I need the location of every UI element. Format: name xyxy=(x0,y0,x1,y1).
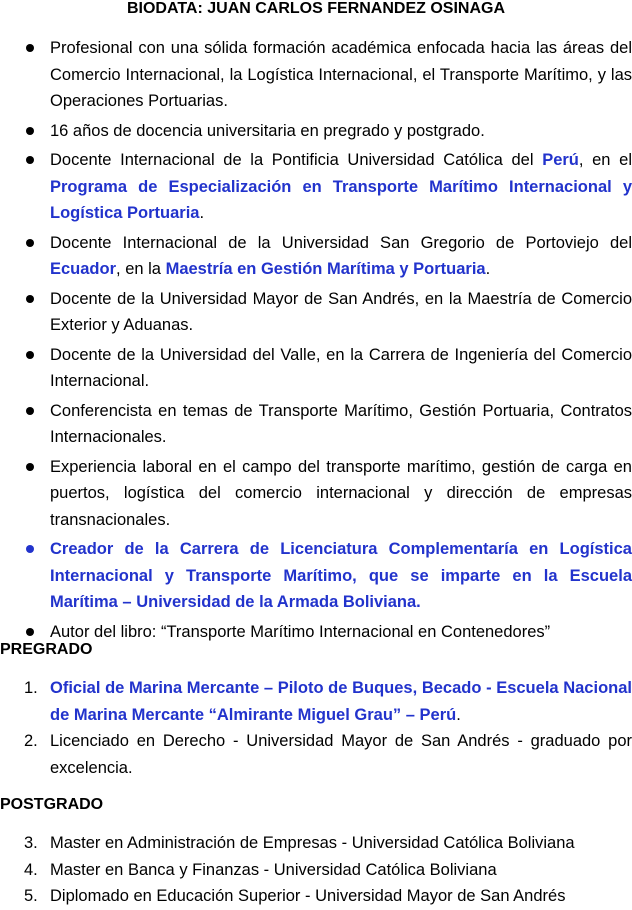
bullet-icon xyxy=(26,463,34,471)
list-item xyxy=(0,857,632,884)
bullet-icon xyxy=(26,628,34,636)
program-highlight: Maestría en Gestión Marítima y Portuaria xyxy=(165,260,486,278)
bullet-text: Conferencista en temas de Transporte Marítimo, Gestión Portuaria, Contratos Internacionales. xyxy=(50,401,632,446)
bullet-icon xyxy=(26,44,34,52)
list-item xyxy=(0,147,632,227)
list-item xyxy=(0,454,632,534)
bullet-icon xyxy=(26,127,34,135)
program-highlight: Programa de Especialización en Transporte Marítimo Internacional y Logística Portuaria xyxy=(50,177,632,222)
list-item xyxy=(0,35,632,115)
item-text: Licenciado en Derecho - Universidad Mayor de San Andrés - graduado por excelencia. xyxy=(50,732,632,777)
item-text: Master en Banca y Finanzas - Universidad Católica Boliviana xyxy=(50,860,497,879)
list-item-highlight xyxy=(0,536,632,616)
list-item xyxy=(0,286,632,339)
item-text: Master en Administración de Empresas - Universidad Católica Boliviana xyxy=(50,834,575,852)
item-text-end: . xyxy=(456,705,461,724)
item-number: 1. xyxy=(24,679,38,697)
item-number: 4. xyxy=(24,860,38,879)
bullet-icon xyxy=(26,156,34,164)
postgrado-heading: POSTGRADO xyxy=(0,796,104,813)
list-item xyxy=(0,342,632,395)
item-number: 2. xyxy=(24,732,38,750)
bullet-text: Docente de la Universidad Mayor de San Andrés, en la Maestría de Comercio Exterior y Aduanas. xyxy=(50,289,632,334)
bullet-icon xyxy=(26,351,34,359)
bullet-icon xyxy=(26,545,34,553)
list-item xyxy=(0,675,632,728)
bullet-icon xyxy=(26,295,34,303)
item-number: 5. xyxy=(24,887,38,905)
bullet-text: , en la xyxy=(116,260,166,278)
item-text: Oficial de Marina Mercante – Piloto de Buques, Becado - Escuela Nacional de Marina Mercante “Almirante Miguel Grau” – Perú xyxy=(50,679,632,724)
postgrado-list xyxy=(0,830,632,910)
item-number: 3. xyxy=(24,834,38,852)
list-item xyxy=(0,398,632,451)
pregrado-list xyxy=(0,675,632,781)
bullet-text: Experiencia laboral en el campo del transporte marítimo, gestión de carga en puertos, logística del comercio internacional y dirección de empresas transnacionales. xyxy=(50,457,632,529)
bullet-icon xyxy=(26,407,34,415)
bullet-text: Docente de la Universidad del Valle, en la Carrera de Ingeniería del Comercio Internacional. xyxy=(50,345,632,390)
bullet-icon xyxy=(26,239,34,247)
bullet-text: 16 años de docencia universitaria en pregrado y postgrado. xyxy=(50,121,485,140)
list-item xyxy=(0,830,632,857)
list-item xyxy=(0,118,632,145)
bullet-text: Docente Internacional de la Pontificia Universidad Católica del xyxy=(50,151,543,169)
bullet-text: , en el xyxy=(578,151,632,169)
list-item xyxy=(0,619,632,646)
list-item xyxy=(0,728,632,781)
list-item xyxy=(0,230,632,283)
pregrado-heading: PREGRADO xyxy=(0,641,93,658)
biodata-bullet-list xyxy=(0,35,632,648)
bullet-text: Profesional con una sólida formación académica enfocada hacia las áreas del Comercio Internacional, la Logística Internacional, el Transporte Marítimo, y las Operaciones Portuarias. xyxy=(50,39,632,110)
bullet-text: . xyxy=(485,260,491,278)
item-text: Diplomado en Educación Superior - Universidad Mayor de San Andrés xyxy=(50,887,566,905)
bullet-text: . xyxy=(199,204,205,222)
country-highlight: Perú xyxy=(542,151,579,169)
bullet-text: Autor del libro: “Transporte Marítimo Internacional en Contenedores” xyxy=(50,622,551,641)
bullet-text: Docente Internacional de la Universidad San Gregorio de Portoviejo del xyxy=(50,233,632,252)
bullet-text: Creador de la Carrera de Licenciatura Complementaría en Logística Internacional y Transporte Marítimo, que se imparte en la Escuela Marítima – Universidad de la Armada Boliviana. xyxy=(50,540,632,611)
country-highlight: Ecuador xyxy=(50,260,117,278)
document-title: BIODATA: JUAN CARLOS FERNANDEZ OSINAGA xyxy=(126,0,506,17)
